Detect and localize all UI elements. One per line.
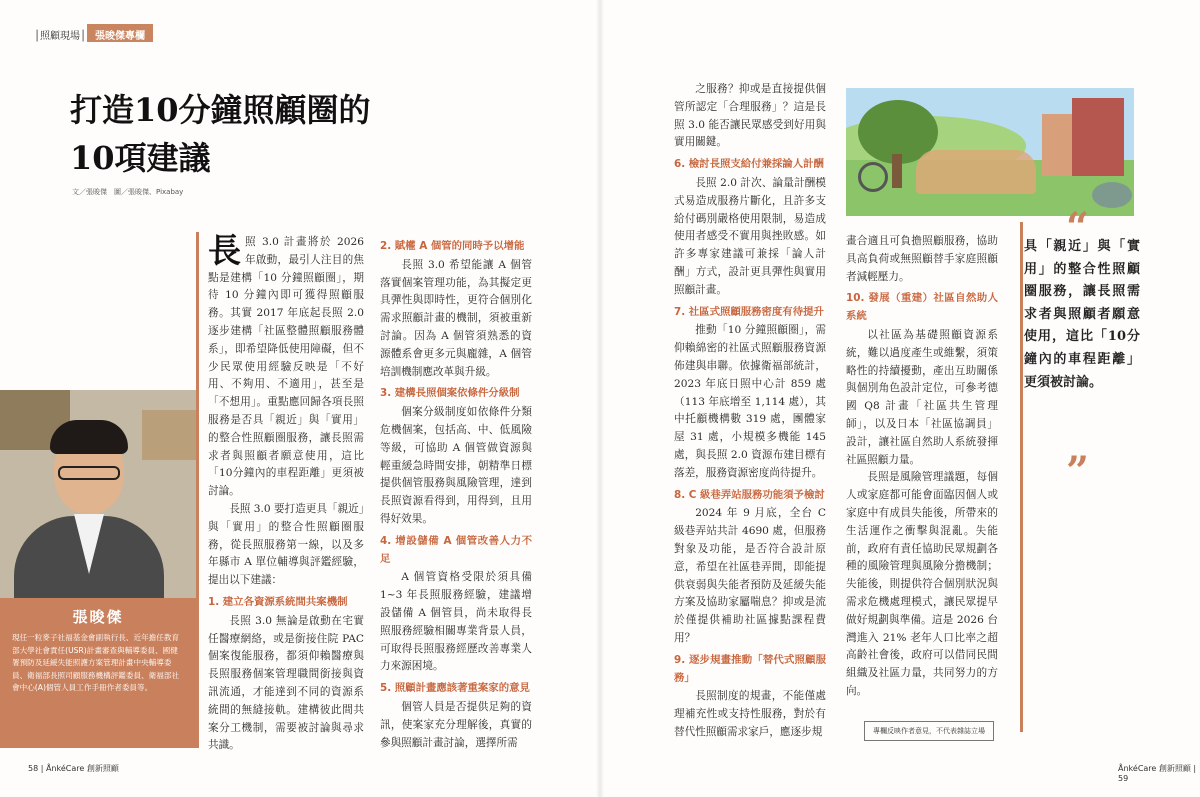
article-credit: 文／張晙傑 圖／張晙傑、Pixabay xyxy=(72,188,184,196)
paragraph: 個管人員是否提供足夠的資訊，使案家充分理解後，真實的參與照顧計畫討論，選擇所需 xyxy=(380,700,532,749)
illustration-wheelchair xyxy=(858,162,888,192)
pull-quote: 具「親近」與「實用」的整合性照顧圈服務，讓長照需求者與照顧者願意使用，這比「10分鐘內的車程距離」更須被討論。 xyxy=(1024,239,1140,390)
folio-right: ÅnkéCare 創新照顧 | 59 xyxy=(1118,764,1197,783)
paragraph: 長照制度的規畫，不能僅處理補充性或支持性服務，對於有替代性照顧需求家戶，應逐步規 xyxy=(674,690,826,738)
paragraph: 長照 2.0 計次、論量計酬模式易造成服務片斷化，且許多支給付碼別嚴格使用限制，易造成使用者感受不實用與挫敗感。如許多專家建議可兼採「論人計酬」方式，設計更具彈性與實用照顧計畫。 xyxy=(674,176,826,296)
paragraph: 長照 3.0 計畫將於 2026 年啟動，最引人注目的焦點是建構「10 分鐘照顧圈」，期待 10 分鐘內即可獲得照顧服務。其實 2017 年底起長照 2.0 逐步建構「社區整體照顧服務體系」，即希望降低使用障礙，但不少民眾使用經驗反映是「不好用、不夠用、不適用」，甚至是「不想用」。重點應回歸各項長照服務是否具「親近」與「實用」的整合性照顧圈服務，讓長照需求者與照顧者願意使用，這比「10分鐘內的車程距離」更須被討論。 xyxy=(208,231,364,498)
illustration-rock xyxy=(1092,182,1132,208)
section-heading: 2. 賦權 A 個管的同時予以增能 xyxy=(380,240,525,252)
section-heading: 8. C 級巷弄站服務功能須予檢討 xyxy=(674,488,825,501)
photo-background-frame xyxy=(142,410,196,460)
paragraph: 推動「10 分鐘照顧圈」，需仰賴綿密的社區式照顧服務資源佈建與串聯。依據衛福部統計，2023 年底日照中心計 859 處（113 年底增至 1,114 處），其中托顧機構數 319 處，團體家屋 31 處，小規模多機能 145 處，與長照 2.0 資源布建目標有落差，服務資源密度尚待提升。 xyxy=(674,324,826,479)
open-quote-icon: “ xyxy=(1066,204,1090,251)
paragraph: 長照 3.0 希望能讓 A 個管落實個案管理功能，為其擬定更具彈性與即時性，更符合個別化需求照顧計畫的機制，須被重新討論。因為 A 個管須熟悉的資源體系會更多元與龐雜，A 個管培訓機制應改革與升級。 xyxy=(380,258,532,378)
section-heading: 10. 發展（重建）社區自然助人系統 xyxy=(846,292,998,323)
paragraph: 以社區為基礎照顧資源系統，難以過度產生或維繫，須策略性的持續擾動，產出互助關係與個別角色設計定位，可參考德國 Q8 計畫「社區共生管理師」，以及日本「社區協調員」設計，讓社區自然助人系統發揮社區照顧力量。 xyxy=(846,328,998,466)
paragraph: 長照是風險管理議題，每個人或家庭都可能會面臨因個人或家庭中有成員失能後，所帶來的生活運作之衝擊與混亂。失能前，政府有責任協助民眾規劃各種的風險管理與風險分擔機制；失能後，則提供符合個別狀況與需求危機處理模式，讓民眾提早做好規劃與準備。這是 2026 台灣進入 21% 老年人口比率之超高齡社會後，政府可以借同民間組織及社區力量，共同努力的方向。 xyxy=(846,471,998,697)
section-tag: │照顧現場│ xyxy=(34,31,87,42)
column-tag: 張晙傑專欄 xyxy=(87,24,153,42)
section-heading: 5. 照顧計畫應該著重案家的意見 xyxy=(380,682,530,695)
folio-left: 58 | ÅnkéCare 創新照顧 xyxy=(28,764,119,773)
article-title xyxy=(70,86,430,182)
section-heading: 1. 建立各資源系統間共案機制 xyxy=(208,595,348,608)
illustration-people xyxy=(916,150,1036,194)
text-column-2 xyxy=(380,234,532,752)
community-illustration xyxy=(846,88,1134,216)
photo-hair xyxy=(50,420,128,454)
author-name: 張晙傑 xyxy=(72,608,124,626)
page-spine xyxy=(596,0,604,797)
paragraph: A 個管資格受限於須具備 1~3 年長照服務經驗，建議增設儲備 A 個管員，尚未取得長照服務經驗相關專業背景人員，可取得長照服務經歷改善專業人力來源困境。 xyxy=(380,571,532,673)
photo-glasses xyxy=(58,466,120,480)
author-bio-box xyxy=(0,598,196,748)
text-column-1 xyxy=(208,231,365,755)
pull-quote-rule xyxy=(1020,222,1023,732)
paragraph: 長照 3.0 要打造更具「親近」與「實用」的整合性照顧圈服務，從長照服務第一線，以及多年縣市 A 單位輔導與評鑑經驗，提出以下建議： xyxy=(208,502,365,587)
paragraph: 2024 年 9 月底，全台 C 級巷弄站共計 4690 處，但服務對象及功能，是否符合設計原意，希望在社區巷弄間，即能提供衰弱與失能者預防及延緩失能方案及協助家屬喘息？抑或是流於僅提供補助社區據點課程費用？ xyxy=(674,507,826,644)
title-line-1: 打造10分鐘照顧圈的 xyxy=(70,91,371,129)
drop-cap: 長 xyxy=(208,231,241,270)
illustration-building xyxy=(1072,98,1124,176)
text-column-3 xyxy=(674,81,826,742)
section-heading: 6. 檢討長照支給付兼採論人計酬 xyxy=(674,158,824,171)
disclaimer-box: 專欄反映作者意見，不代表雜誌立場 xyxy=(864,721,994,741)
title-line-2: 10項建議 xyxy=(70,139,211,177)
author-bio: 現任一粒麥子社福基金會副執行長、近年擔任教育部大學社會責任(USR)計畫審查與輔導委員、國健署預防及延緩失能照護方案管理計畫中央輔導委員、衛福部長照司顧服務機構評鑑委員、衛福部社會中心(A)個管人員工作手冊作者委員等。 xyxy=(12,633,180,693)
illustration-tree-trunk xyxy=(892,154,902,188)
text-column-4 xyxy=(846,233,998,701)
section-heading: 4. 增設儲備 A 個管改善人力不足 xyxy=(380,534,532,565)
author-photo xyxy=(0,390,196,600)
section-heading: 7. 社區式照顧服務密度有待提升 xyxy=(674,305,824,318)
section-heading: 3. 建構長照個案依條件分級制 xyxy=(380,387,520,400)
close-quote-icon: ” xyxy=(1066,448,1090,495)
paragraph: 畫合適且可負擔照顧服務，協助具高負荷或無照顧替手家庭照顧者減輕壓力。 xyxy=(846,235,998,283)
illustration-building xyxy=(1042,114,1076,176)
accent-rule xyxy=(196,232,199,748)
paragraph: 個案分級制度如依條件分類危機個案，包括高、中、低風險等級，可協助 A 個管做資源與輕重緩急時間安排，朝精準日標提供個管服務與風險管理，達到長照資源看得到，用得到，且用得好效果。 xyxy=(380,406,532,525)
paragraph: 之服務？抑或是直接提供個管所認定「合理服務」？這是長照 3.0 能否讓民眾感受到好用與實用關鍵。 xyxy=(674,83,826,149)
paragraph: 長照 3.0 無論是啟動在宅實任醫療網絡，或是銜接住院 PAC 個案復能服務，都須仰賴醫療與長照服務個案管理職間銜接與資訊流通，才能達到不同的資源系統間的無縫接軌。建構彼此間共案分工機制，需要被討論與尋求共識。 xyxy=(208,614,364,752)
section-heading: 9. 逐步規畫推動「替代式照顧服務」 xyxy=(674,653,826,684)
